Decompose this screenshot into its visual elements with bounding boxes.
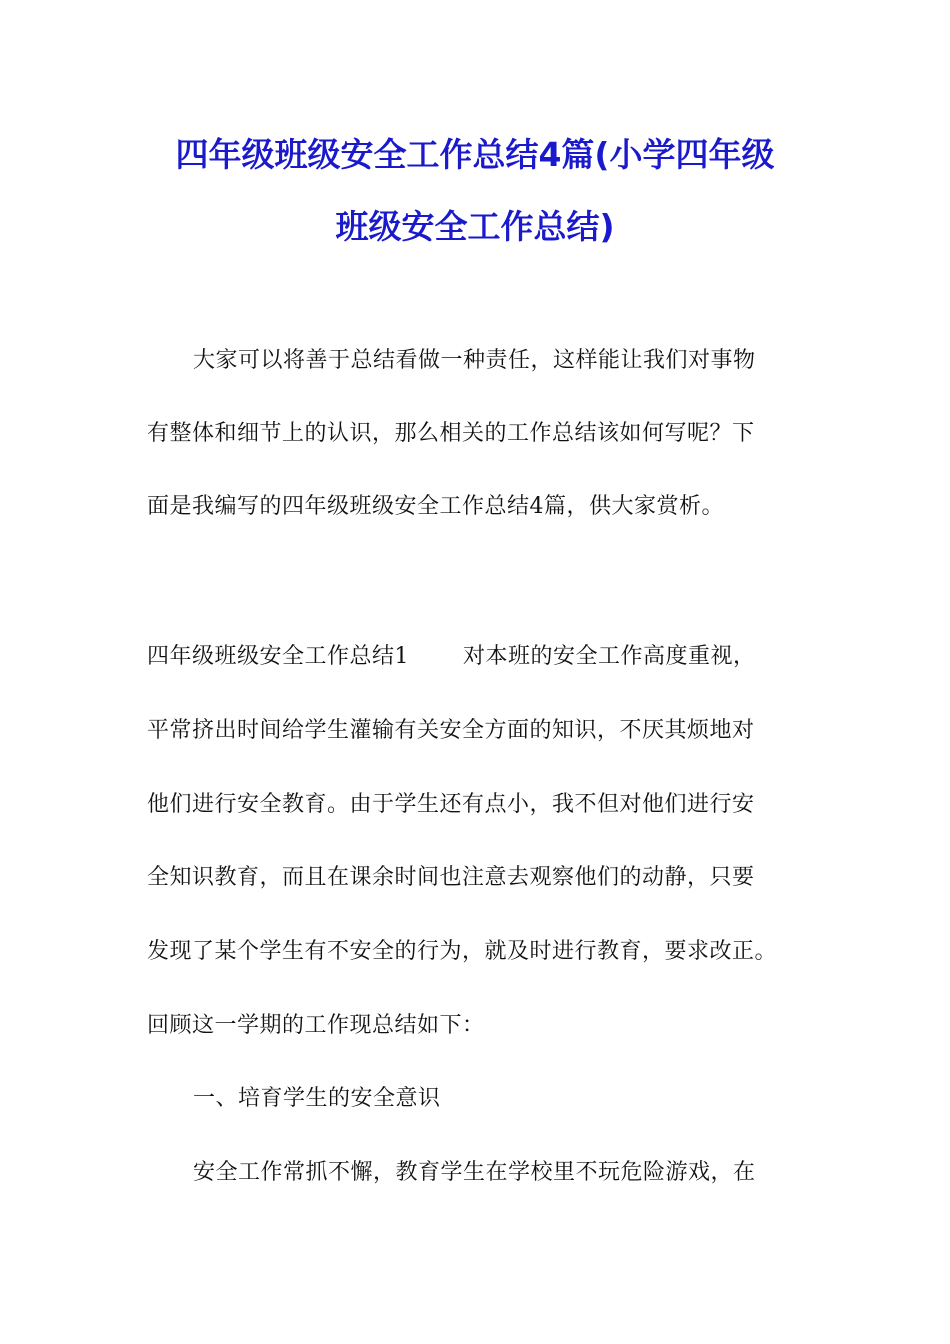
- section-1-first-line: [147, 642, 756, 672]
- section-1-line-4: 全知识教育，而且在课余时间也注意去观察他们的动静，只要: [147, 865, 755, 890]
- section-1-line-5: 发现了某个学生有不安全的行为，就及时进行教育，要求改正。: [147, 939, 778, 964]
- section-1-paragraph-start: 安全工作常抓不懈，教育学生在学校里不玩危险游戏，在: [193, 1160, 756, 1185]
- intro-line-1: 大家可以将善于总结看做一种责任，这样能让我们对事物: [193, 348, 756, 373]
- intro-line-3: 面是我编写的四年级班级安全工作总结4篇，供大家赏析。: [147, 494, 724, 519]
- section-1-heading: 四年级班级安全工作总结1: [147, 644, 409, 669]
- subheading-1: 一、培育学生的安全意识: [193, 1086, 441, 1111]
- intro-line-2: 有整体和细节上的认识，那么相关的工作总结该如何写呢？下: [147, 421, 755, 446]
- section-1-line-6: 回顾这一学期的工作现总结如下：: [147, 1013, 485, 1038]
- section-1-line-2: 平常挤出时间给学生灌输有关安全方面的知识，不厌其烦地对: [147, 718, 755, 743]
- document-title-line-2: 班级安全工作总结): [335, 207, 615, 246]
- section-1-line-3: 他们进行安全教育。由于学生还有点小，我不但对他们进行安: [147, 792, 755, 817]
- section-1-lead: 对本班的安全工作高度重视，: [463, 644, 756, 669]
- document-title-line-1: 四年级班级安全工作总结4篇(小学四年级: [175, 135, 775, 174]
